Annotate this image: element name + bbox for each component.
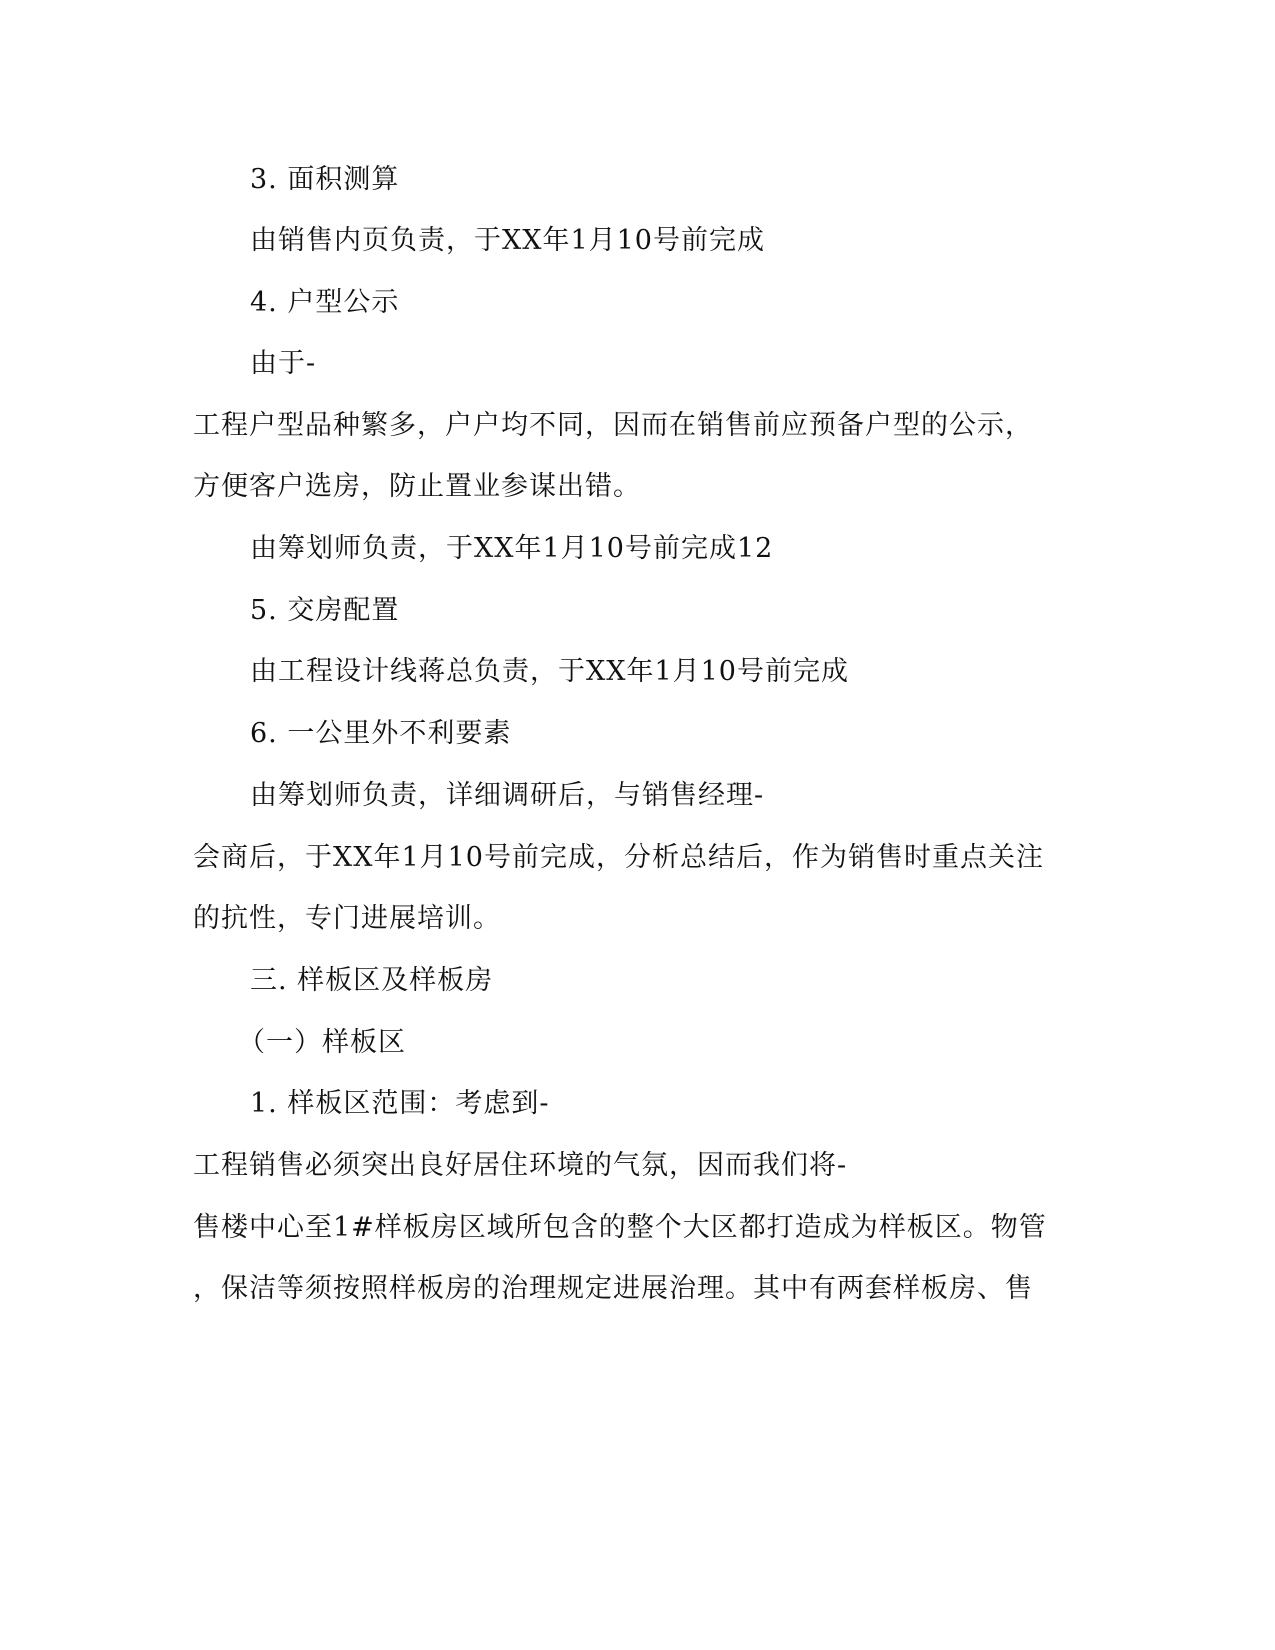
section-heading-sample-zone-scope: 1. 样板区范围：考虑到- (250, 1088, 550, 1119)
paragraph: 的抗性，专门进展培训。 (193, 903, 501, 934)
paragraph: 由工程设计线蒋总负责，于XX年1月10号前完成 (250, 656, 849, 687)
paragraph: 由于- (250, 348, 317, 379)
paragraph: ，保洁等须按照样板房的治理规定进展治理。其中有两套样板房、售 (193, 1273, 1033, 1304)
section-heading-sample-area: 三. 样板区及样板房 (250, 965, 494, 996)
section-heading-unit-display: 4. 户型公示 (250, 287, 400, 318)
paragraph: 工程销售必须突出良好居住环境的气氛，因而我们将- (193, 1150, 848, 1181)
paragraph: 由筹划师负责，详细调研后，与销售经理- (250, 780, 765, 811)
paragraph: 会商后，于XX年1月10号前完成，分析总结后，作为销售时重点关注 (193, 842, 1044, 873)
paragraph: 售楼中心至1#样板房区域所包含的整个大区都打造成为样板区。物管 (193, 1212, 1047, 1243)
paragraph: 由销售内页负责，于XX年1月10号前完成 (250, 225, 765, 256)
paragraph: 工程户型品种繁多，户户均不同，因而在销售前应预备户型的公示， (193, 410, 1033, 441)
section-heading-area-calculation: 3. 面积测算 (250, 164, 400, 195)
subsection-heading-sample-zone: （一）样板区 (238, 1027, 406, 1058)
section-heading-delivery-config: 5. 交房配置 (250, 595, 400, 626)
paragraph: 方便客户选房，防止置业参谋出错。 (193, 471, 641, 502)
section-heading-unfavorable-factors: 6. 一公里外不利要素 (250, 718, 512, 749)
paragraph: 由筹划师负责，于XX年1月10号前完成12 (250, 533, 774, 564)
